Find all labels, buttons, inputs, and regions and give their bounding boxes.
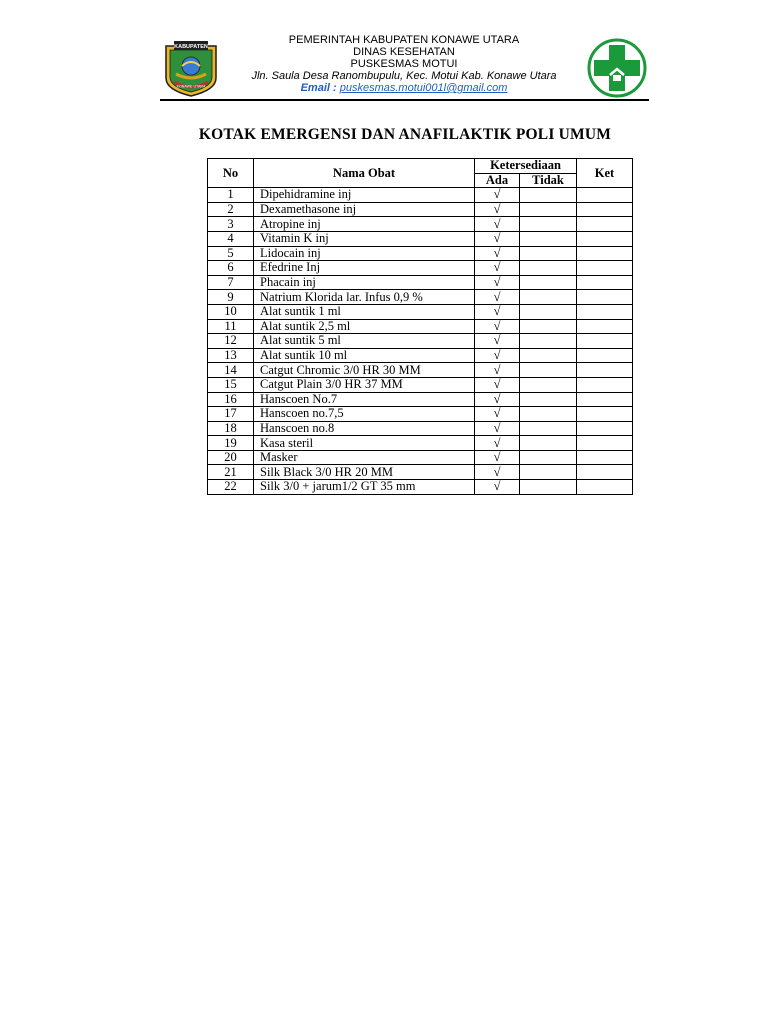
drug-name: Hanscoen no.7,5 (254, 407, 475, 422)
drug-name: Phacain inj (254, 275, 475, 290)
row-number: 18 (208, 421, 254, 436)
ket-cell (577, 407, 633, 422)
drug-rows (208, 188, 633, 494)
tidak-cell (520, 275, 577, 290)
drug-name: Masker (254, 450, 475, 465)
ket-cell (577, 217, 633, 232)
tidak-cell (520, 480, 577, 495)
header-name: Nama Obat (254, 159, 475, 188)
table-row (208, 217, 633, 232)
row-number: 1 (208, 188, 254, 203)
address-line: Jln. Saula Desa Ranombupulu, Kec. Motui Kab. Konawe Utara (251, 70, 557, 82)
row-number: 21 (208, 465, 254, 480)
row-number: 20 (208, 450, 254, 465)
document-title: KOTAK EMERGENSI DAN ANAFILAKTIK POLI UMUM (198, 126, 612, 143)
drug-name: Alat suntik 1 ml (254, 304, 475, 319)
ada-check: √ (475, 261, 520, 276)
row-number: 16 (208, 392, 254, 407)
ket-cell (577, 421, 633, 436)
ada-check: √ (475, 334, 520, 349)
tidak-cell (520, 304, 577, 319)
row-number: 13 (208, 348, 254, 363)
table-row (208, 290, 633, 305)
seal-text-bottom: KONAWE UTARA (176, 84, 206, 89)
ket-cell (577, 334, 633, 349)
table-row (208, 436, 633, 451)
table-row (208, 421, 633, 436)
row-number: 2 (208, 202, 254, 217)
table-row (208, 304, 633, 319)
header-ada: Ada (475, 173, 520, 188)
ada-check: √ (475, 407, 520, 422)
ket-cell (577, 246, 633, 261)
ada-check: √ (475, 202, 520, 217)
drug-name: Silk Black 3/0 HR 20 MM (254, 465, 475, 480)
row-number: 3 (208, 217, 254, 232)
drug-name: Hanscoen No.7 (254, 392, 475, 407)
drug-availability-table (207, 158, 633, 495)
ada-check: √ (475, 436, 520, 451)
ket-cell (577, 450, 633, 465)
drug-name: Catgut Chromic 3/0 HR 30 MM (254, 363, 475, 378)
table-row (208, 450, 633, 465)
tidak-cell (520, 450, 577, 465)
drug-name: Dexamethasone inj (254, 202, 475, 217)
tidak-cell (520, 363, 577, 378)
drug-name: Natrium Klorida lar. Infus 0,9 % (254, 290, 475, 305)
drug-name: Dipehidramine inj (254, 188, 475, 203)
table-row (208, 231, 633, 246)
row-number: 22 (208, 480, 254, 495)
drug-name: Vitamin K inj (254, 231, 475, 246)
ada-check: √ (475, 377, 520, 392)
table-row (208, 319, 633, 334)
letterhead (158, 34, 650, 102)
table-row (208, 363, 633, 378)
header-ket: Ket (577, 159, 633, 188)
tidak-cell (520, 421, 577, 436)
letterhead-divider (160, 99, 649, 101)
department-name: DINAS KESEHATAN (353, 46, 455, 58)
tidak-cell (520, 436, 577, 451)
ket-cell (577, 290, 633, 305)
row-number: 10 (208, 304, 254, 319)
ket-cell (577, 202, 633, 217)
table-row (208, 348, 633, 363)
ket-cell (577, 188, 633, 203)
ket-cell (577, 231, 633, 246)
ket-cell (577, 465, 633, 480)
ket-cell (577, 319, 633, 334)
tidak-cell (520, 334, 577, 349)
tidak-cell (520, 231, 577, 246)
ada-check: √ (475, 465, 520, 480)
drug-name: Silk 3/0 + jarum1/2 GT 35 mm (254, 480, 475, 495)
ada-check: √ (475, 275, 520, 290)
government-name: PEMERINTAH KABUPATEN KONAWE UTARA (288, 34, 520, 46)
header-tidak: Tidak (520, 173, 577, 188)
tidak-cell (520, 319, 577, 334)
header-no: No (208, 159, 254, 188)
ada-check: √ (475, 231, 520, 246)
letterhead-text (222, 34, 586, 94)
row-number: 15 (208, 377, 254, 392)
ada-check: √ (475, 392, 520, 407)
table-row (208, 188, 633, 203)
email-link[interactable]: puskesmas.motui001l@gmail.com (339, 82, 508, 94)
table-row (208, 275, 633, 290)
ket-cell (577, 261, 633, 276)
ket-cell (577, 275, 633, 290)
tidak-cell (520, 377, 577, 392)
tidak-cell (520, 348, 577, 363)
drug-name: Catgut Plain 3/0 HR 37 MM (254, 377, 475, 392)
ket-cell (577, 480, 633, 495)
ket-cell (577, 436, 633, 451)
ada-check: √ (475, 480, 520, 495)
row-number: 19 (208, 436, 254, 451)
drug-name: Atropine inj (254, 217, 475, 232)
drug-name: Alat suntik 5 ml (254, 334, 475, 349)
row-number: 6 (208, 261, 254, 276)
row-number: 14 (208, 363, 254, 378)
ada-check: √ (475, 421, 520, 436)
row-number: 9 (208, 290, 254, 305)
drug-name: Hanscoen no.8 (254, 421, 475, 436)
tidak-cell (520, 188, 577, 203)
drug-name: Alat suntik 10 ml (254, 348, 475, 363)
ada-check: √ (475, 363, 520, 378)
ket-cell (577, 377, 633, 392)
table-row (208, 407, 633, 422)
ada-check: √ (475, 188, 520, 203)
row-number: 7 (208, 275, 254, 290)
row-number: 4 (208, 231, 254, 246)
puskesmas-green-cross-icon (586, 37, 648, 99)
header-availability: Ketersediaan (475, 159, 577, 174)
ada-check: √ (475, 319, 520, 334)
table-row (208, 202, 633, 217)
ada-check: √ (475, 304, 520, 319)
tidak-cell (520, 246, 577, 261)
drug-name: Alat suntik 2,5 ml (254, 319, 475, 334)
ket-cell (577, 392, 633, 407)
row-number: 17 (208, 407, 254, 422)
ada-check: √ (475, 348, 520, 363)
ket-cell (577, 363, 633, 378)
table-row (208, 377, 633, 392)
tidak-cell (520, 290, 577, 305)
puskesmas-name: PUSKESMAS MOTUI (350, 58, 458, 70)
email-label: Email : (300, 82, 340, 94)
tidak-cell (520, 217, 577, 232)
tidak-cell (520, 202, 577, 217)
ada-check: √ (475, 246, 520, 261)
tidak-cell (520, 407, 577, 422)
tidak-cell (520, 465, 577, 480)
drug-name: Kasa steril (254, 436, 475, 451)
row-number: 12 (208, 334, 254, 349)
tidak-cell (520, 261, 577, 276)
kabupaten-konawe-utara-seal-icon (160, 38, 222, 98)
ket-cell (577, 304, 633, 319)
table-row (208, 246, 633, 261)
drug-name: Efedrine Inj (254, 261, 475, 276)
table-row (208, 465, 633, 480)
table-row (208, 334, 633, 349)
row-number: 11 (208, 319, 254, 334)
table-row (208, 261, 633, 276)
drug-name: Lidocain inj (254, 246, 475, 261)
email-line (222, 82, 586, 94)
row-number: 5 (208, 246, 254, 261)
ket-cell (577, 348, 633, 363)
ada-check: √ (475, 450, 520, 465)
tidak-cell (520, 392, 577, 407)
ada-check: √ (475, 290, 520, 305)
table-row (208, 480, 633, 495)
table-row (208, 392, 633, 407)
ada-check: √ (475, 217, 520, 232)
seal-text-top: KABUPATEN (174, 44, 208, 50)
